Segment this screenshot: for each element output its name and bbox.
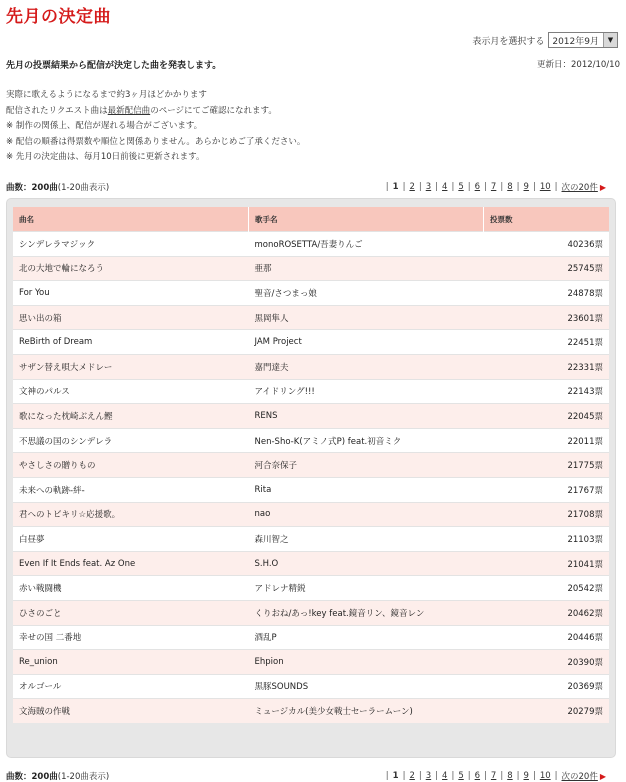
song-cell: 未来への軌跡-絆- [13, 477, 249, 502]
artist-cell: monoROSETTA/吾妻りんご [249, 232, 484, 257]
table-row [13, 404, 609, 429]
song-cell: 文海賊の作戦 [13, 699, 249, 723]
header-song: 曲名 [13, 207, 249, 232]
artist-cell: Nen-Sho-K(アミノ式P) feat.初音ミク [249, 428, 484, 453]
votes-cell: 22451票 [484, 330, 610, 355]
page-10[interactable]: 10 [539, 182, 551, 192]
table-row [13, 600, 609, 625]
page-7[interactable]: 7 [490, 182, 497, 192]
table-row [13, 330, 609, 355]
song-cell: 北の大地で輪になろう [13, 256, 249, 281]
table-row [13, 699, 609, 723]
month-select-value: 2012年9月 [552, 36, 599, 47]
votes-cell: 23601票 [484, 305, 610, 330]
header-votes: 投票数 [484, 207, 610, 232]
votes-cell: 24878票 [484, 281, 610, 306]
table-row [13, 354, 609, 379]
count-row-bottom [6, 770, 620, 782]
month-selector [472, 32, 618, 48]
table-row [13, 576, 609, 601]
song-cell: 幸せの国 二番地 [13, 625, 249, 650]
header-artist: 歌手名 [249, 207, 484, 232]
page-3-bottom[interactable]: 3 [425, 771, 432, 781]
artist-cell: RENS [249, 404, 484, 429]
page-9[interactable]: 9 [523, 182, 529, 192]
table-row [13, 305, 609, 330]
table-row [13, 256, 609, 281]
votes-cell: 20446票 [484, 625, 610, 650]
song-cell: シンデレラマジック [13, 232, 249, 257]
song-count [6, 181, 109, 193]
page-6[interactable]: 6 [474, 182, 481, 192]
note-line-1: 実際に歌えるようになるまで約3ヶ月ほどかかります [6, 90, 207, 100]
song-cell: 歌になった枕崎ぶえん鰹 [13, 404, 249, 429]
pager-top: | 1 | 2 | 3 | 4 | 5 | 6 | 7 | 8 | 9 | 10 | 次の20件 ▶ [385, 182, 606, 193]
artist-cell: 亜那 [249, 256, 484, 281]
artist-cell: 聖音/さつまっ娘 [249, 281, 484, 306]
artist-cell: アドレナ精鋭 [249, 576, 484, 601]
page-2[interactable]: 2 [409, 182, 415, 192]
song-count-label-bottom: 曲数：200曲 [6, 772, 58, 782]
votes-cell: 22143票 [484, 379, 610, 404]
votes-cell: 21708票 [484, 502, 610, 527]
song-count-range: (1-20曲表示) [57, 183, 110, 193]
artist-cell: 黒岡隼人 [249, 305, 484, 330]
table-row [13, 650, 609, 675]
latest-songs-link[interactable]: 最新配信曲 [107, 105, 151, 116]
page-4[interactable]: 4 [442, 182, 448, 192]
page-1: 1 [392, 182, 399, 192]
artist-cell: くりおね/あっ!key feat.鏡音リン、鏡音レン [249, 600, 484, 625]
updated-date: 更新日：2012/10/10 [537, 60, 620, 70]
artist-cell: S.H.O [249, 551, 484, 576]
votes-cell: 21041票 [484, 551, 610, 576]
votes-cell: 21103票 [484, 527, 610, 552]
page-10-bottom[interactable]: 10 [539, 771, 551, 781]
artist-cell: ミュージカル(美少女戦士セーラームーン) [249, 699, 484, 723]
table-row [13, 502, 609, 527]
votes-cell: 20369票 [484, 674, 610, 699]
table-row [13, 428, 609, 453]
song-cell: 君へのトビキリ☆応援歌。 [13, 502, 249, 527]
table-row [13, 379, 609, 404]
song-cell: 思い出の箱 [13, 305, 249, 330]
song-cell: オルゴール [13, 674, 249, 699]
artist-cell: Rita [249, 477, 484, 502]
note-line-2-suffix: のページにてご確認になれます。 [150, 105, 277, 116]
page-3[interactable]: 3 [425, 182, 432, 192]
page-9-bottom[interactable]: 9 [523, 771, 529, 781]
votes-cell: 20542票 [484, 576, 610, 601]
next-page-link-bottom[interactable]: 次の20件 [561, 772, 598, 782]
artist-cell: nao [249, 502, 484, 527]
artist-cell: 森川智之 [249, 527, 484, 552]
table-row [13, 625, 609, 650]
song-cell: Even If It Ends feat. Az One [13, 551, 249, 576]
next-page-link[interactable]: 次の20件 [561, 183, 598, 193]
votes-cell: 20462票 [484, 600, 610, 625]
table-row [13, 674, 609, 699]
page-5[interactable]: 5 [458, 182, 464, 192]
votes-cell: 21775票 [484, 453, 610, 478]
results-table-container [6, 198, 616, 758]
page-7-bottom[interactable]: 7 [490, 771, 497, 781]
next-arrow-icon: ▶ [599, 182, 606, 192]
table-row [13, 551, 609, 576]
results-table [13, 207, 609, 723]
note-line-2-prefix: 配信されたリクエスト曲は [6, 105, 108, 116]
artist-cell: Ehpion [249, 650, 484, 675]
table-row [13, 477, 609, 502]
artist-cell: 嘉門達夫 [249, 354, 484, 379]
artist-cell: JAM Project [249, 330, 484, 355]
song-cell: サザン替え唄大メドレー [13, 354, 249, 379]
page-title: 先月の決定曲 [6, 7, 111, 27]
count-row-top [6, 181, 620, 193]
table-row [13, 232, 609, 257]
table-row [13, 527, 609, 552]
votes-cell: 22011票 [484, 428, 610, 453]
song-cell: ひさのごと [13, 600, 249, 625]
song-count-range-bottom: (1-20曲表示) [57, 772, 110, 782]
artist-cell: 酒乱P [249, 625, 484, 650]
votes-cell: 21767票 [484, 477, 610, 502]
table-row [13, 281, 609, 306]
song-cell: 文神のパルス [13, 379, 249, 404]
votes-cell: 22331票 [484, 354, 610, 379]
table-row [13, 453, 609, 478]
note-line-4: ※ 配信の順番は得票数や順位と関係ありません。あらかじめご了承ください。 [6, 136, 306, 147]
song-cell: 不思議の国のシンデレラ [13, 428, 249, 453]
page-5-bottom[interactable]: 5 [458, 771, 464, 781]
votes-cell: 20279票 [484, 699, 610, 723]
page-8-bottom[interactable]: 8 [507, 771, 513, 781]
votes-cell: 40236票 [484, 232, 610, 257]
artist-cell: 河合奈保子 [249, 453, 484, 478]
song-cell: For You [13, 281, 249, 306]
artist-cell: アイドリング!!! [249, 379, 484, 404]
page-6-bottom[interactable]: 6 [474, 771, 481, 781]
votes-cell: 25745票 [484, 256, 610, 281]
page-1-bottom: 1 [392, 771, 399, 781]
page-4-bottom[interactable]: 4 [442, 771, 448, 781]
page-2-bottom[interactable]: 2 [409, 771, 415, 781]
song-cell: ReBirth of Dream [13, 330, 249, 355]
month-select-label: 表示月を選択する [472, 36, 545, 47]
song-count-label: 曲数：200曲 [6, 183, 58, 193]
votes-cell: 20390票 [484, 650, 610, 675]
song-cell: やさしさの贈りもの [13, 453, 249, 478]
votes-cell: 22045票 [484, 404, 610, 429]
note-line-3: ※ 制作の関係上、配信が遅れる場合がございます。 [6, 121, 203, 131]
pager-bottom: | 1 | 2 | 3 | 4 | 5 | 6 | 7 | 8 | 9 | 10 | 次の20件 ▶ [385, 771, 606, 782]
song-cell: 赤い戦闘機 [13, 576, 249, 601]
artist-cell: 黒豚SOUNDS [249, 674, 484, 699]
next-arrow-icon-bottom: ▶ [599, 771, 606, 781]
announcement: 先月の投票結果から配信が決定した曲を発表します。 [6, 61, 222, 71]
note-line-5: ※ 先月の決定曲は、毎月10日前後に更新されます。 [6, 152, 205, 162]
song-cell: 白昼夢 [13, 527, 249, 552]
song-count-bottom [6, 770, 109, 782]
note-line-2 [6, 104, 305, 120]
notes [6, 88, 305, 166]
table-header-row [13, 207, 609, 232]
song-cell: Re_union [13, 650, 249, 675]
chevron-down-icon[interactable]: ▼ [603, 33, 617, 47]
page-8[interactable]: 8 [507, 182, 513, 192]
month-select[interactable] [548, 32, 618, 48]
